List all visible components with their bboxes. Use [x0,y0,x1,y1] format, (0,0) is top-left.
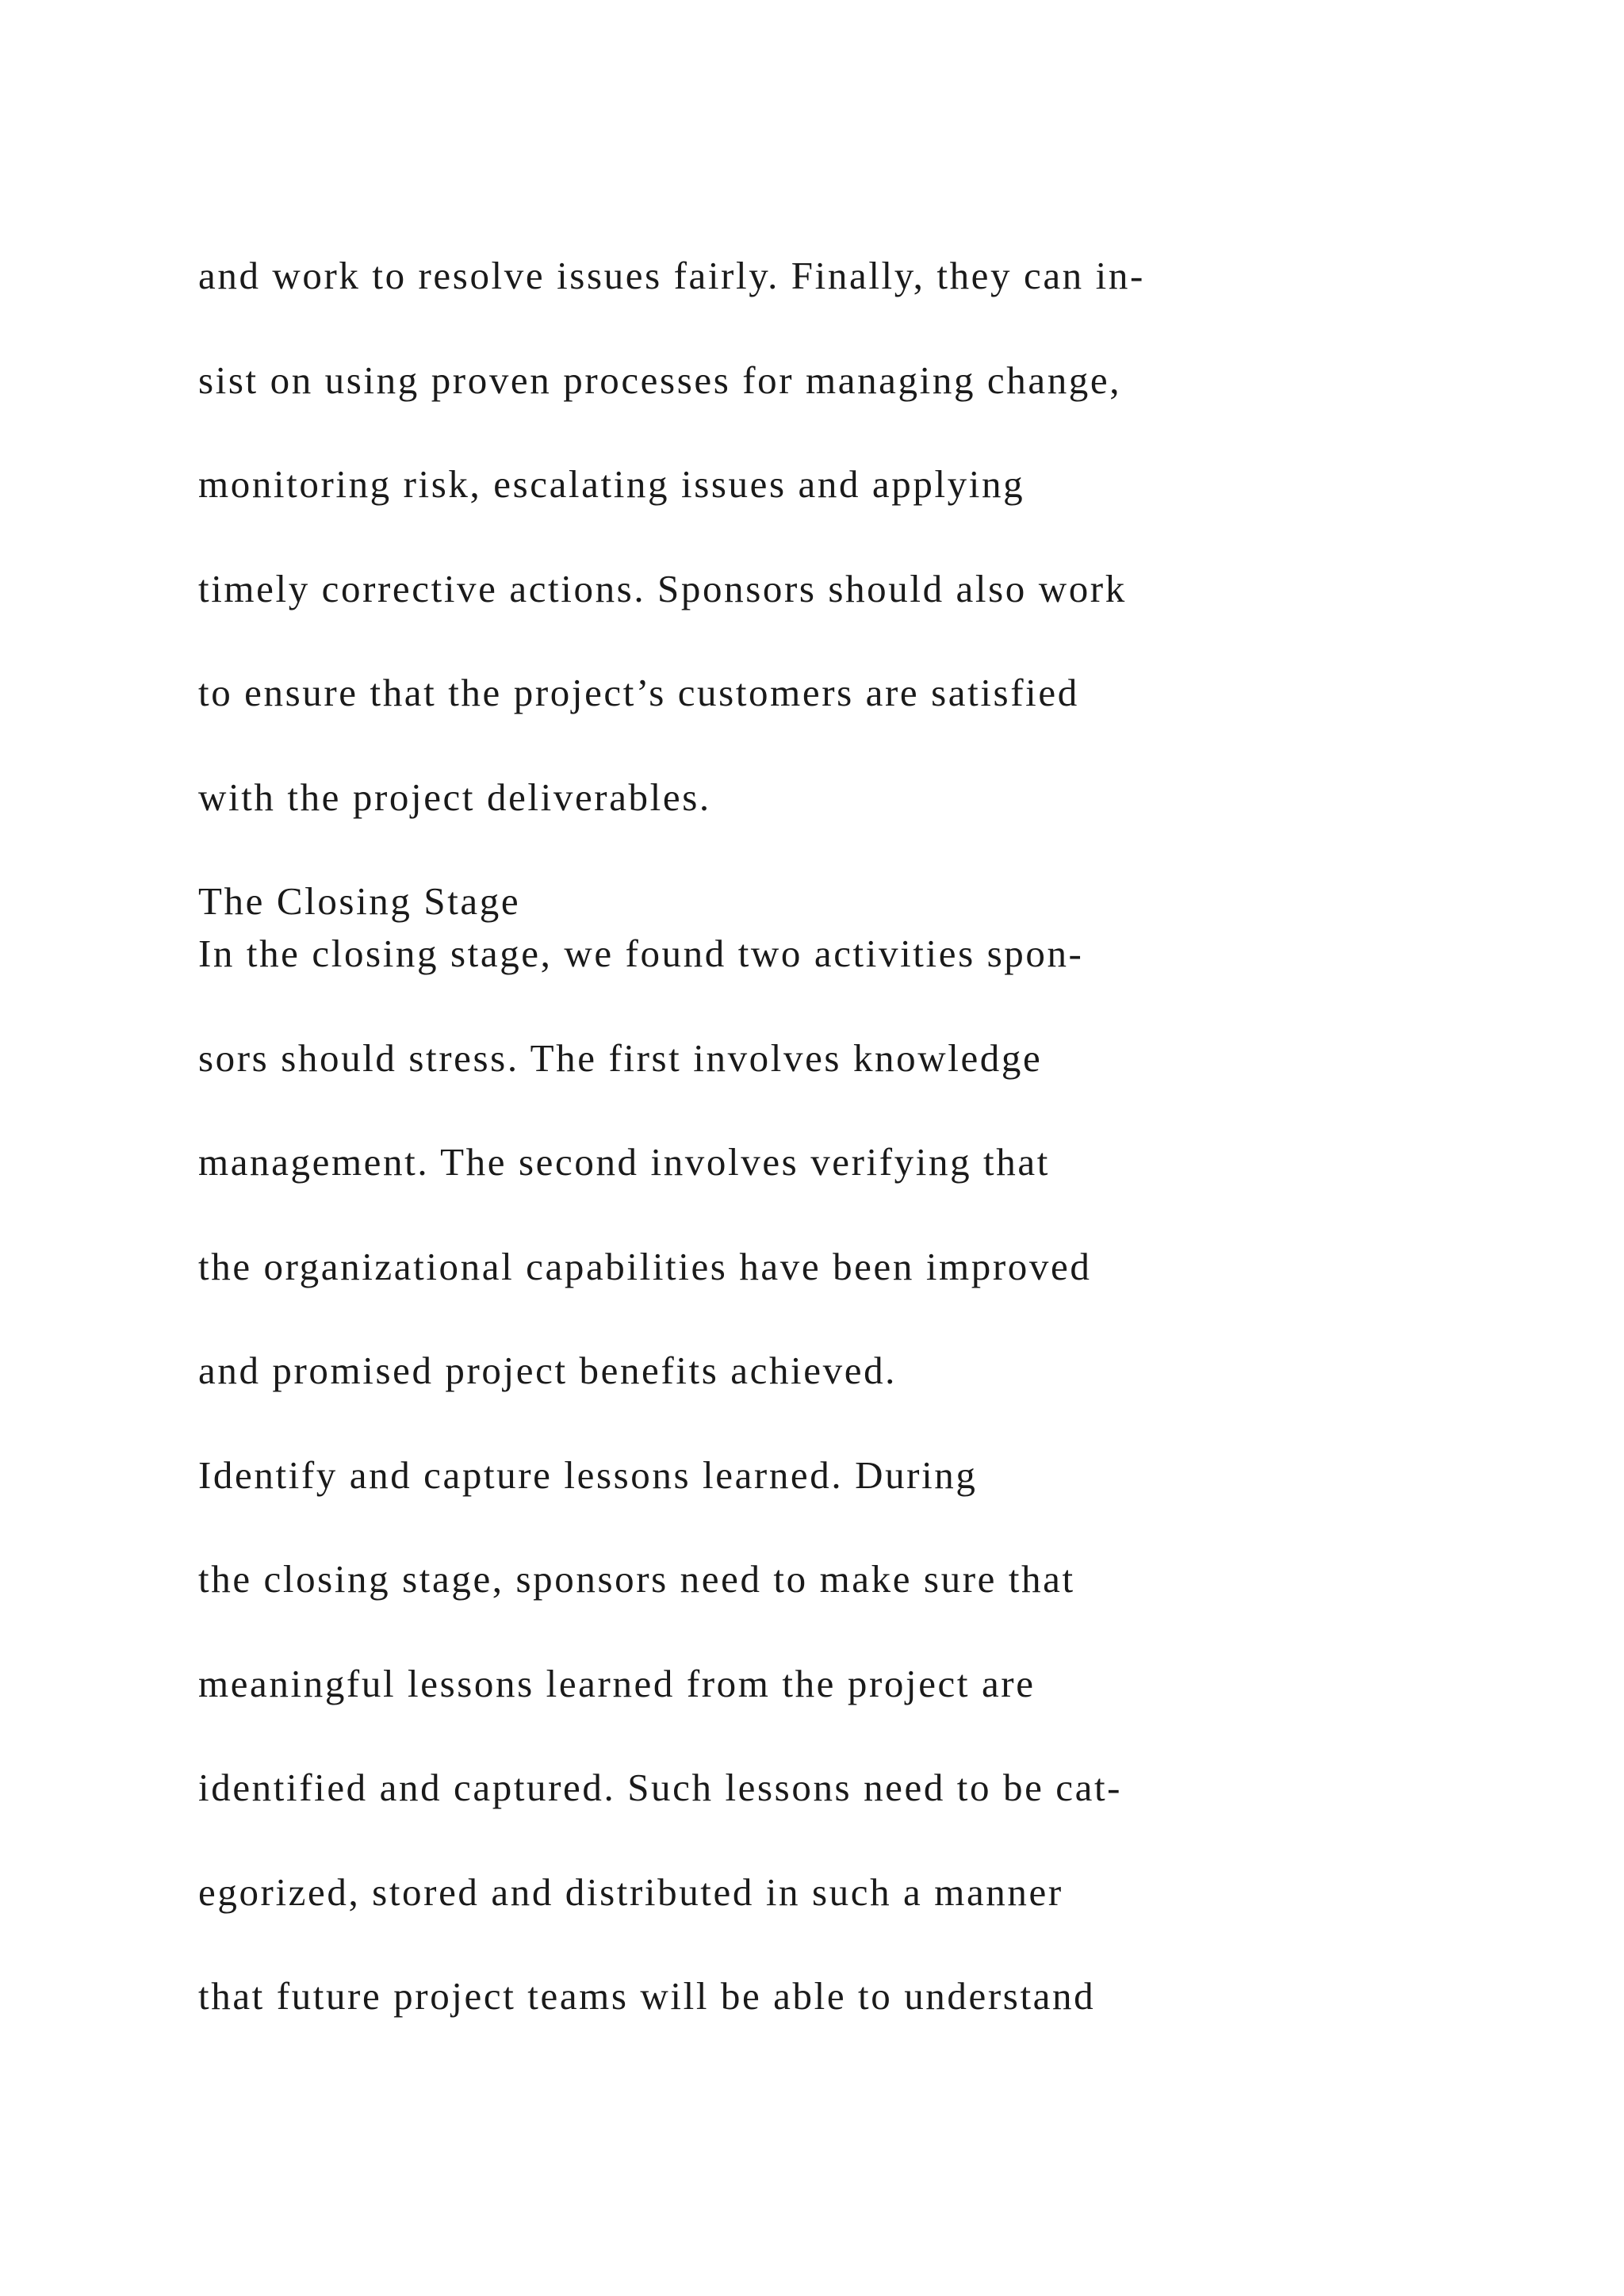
section-heading: The Closing Stage [198,879,521,923]
text-line: timely corrective actions. Sponsors should also work [198,567,1127,610]
text-line: Identify and capture lessons learned. During [198,1453,978,1497]
text-line: and work to resolve issues fairly. Finally, they can in- [198,254,1145,297]
text-line: identified and captured. Such lessons need to be cat- [198,1766,1123,1809]
text-line: monitoring risk, escalating issues and applying [198,462,1025,506]
text-line: and promised project benefits achieved. [198,1349,898,1392]
text-line: that future project teams will be able to understand [198,1974,1096,2018]
text-line: In the closing stage, we found two activities spon- [198,932,1084,975]
text-line: sors should stress. The first involves knowledge [198,1036,1043,1080]
text-line: to ensure that the project’s customers are satisfied [198,671,1079,714]
text-line: the organizational capabilities have been improved [198,1245,1092,1288]
text-line: meaningful lessons learned from the project are [198,1662,1036,1705]
text-line: the closing stage, sponsors need to make sure that [198,1557,1075,1601]
text-line: sist on using proven processes for managing change, [198,358,1122,402]
text-line: management. The second involves verifying that [198,1140,1050,1184]
text-line: with the project deliverables. [198,775,711,819]
text-line: egorized, stored and distributed in such a manner [198,1870,1063,1914]
